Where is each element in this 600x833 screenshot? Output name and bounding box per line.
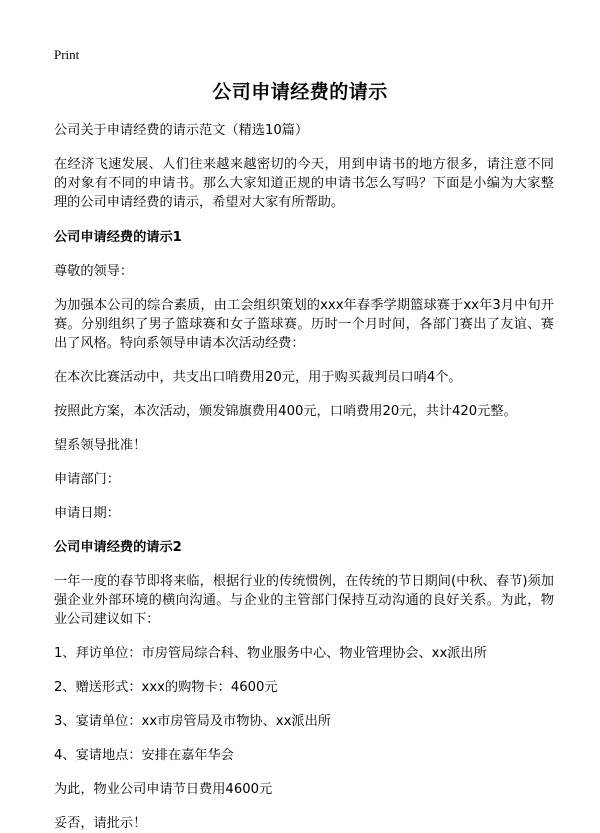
intro-paragraph: 在经济飞速发展、人们往来越来越密切的今天，用到申请书的地方很多，请注意不同的对象有不同的申请书。那么大家知道正规的申请书怎么写吗？下面是小编为大家整理的公司申请经费的请示，希望对大家有所帮助。 [54,157,554,210]
section2-heading: 公司申请经费的请示2 [54,540,182,555]
section1-paragraph-2: 在本次比赛活动中，共支出口哨费用20元，用于购买裁判员口哨4个。 [54,370,462,385]
section2-paragraph-1: 一年一度的春节即将来临，根据行业的传统惯例，在传统的节日期间(中秋、春节)须加强企业外部环境的横向沟通。与企业的主管部门保持互动沟通的良好关系。为此，物业公司建议如下： [54,574,554,627]
section1-paragraph-3: 按照此方案，本次活动，颁发锦旗费用400元，口哨费用20元，共计420元整。 [54,404,517,419]
section2-item-3: 3、宴请单位：xx市房管局及市物协、xx派出所 [54,714,331,729]
section2-item-1: 1、拜访单位：市房管局综合科、物业服务中心、物业管理协会、xx派出所 [54,646,487,661]
section1-closing: 望系领导批准！ [54,438,147,453]
section2-closing: 妥否，请批示！ [54,816,147,831]
section2-item-2: 2、赠送形式：xxx的购物卡：4600元 [54,680,278,695]
section1-date: 申请日期： [54,506,120,521]
document-body [54,121,554,833]
section2-paragraph-2: 为此，物业公司申请节日费用4600元 [54,782,273,797]
document-subtitle: 公司关于申请经费的请示范文（精选10篇） [54,123,309,138]
section1-salutation: 尊敬的领导： [54,264,134,279]
section2-item-4: 4、宴请地点：安排在嘉年华会 [54,748,234,763]
section1-department: 申请部门： [54,472,120,487]
document-title: 公司申请经费的请示 [212,81,388,103]
section1-heading: 公司申请经费的请示1 [54,230,182,245]
print-link[interactable]: Print [54,47,80,62]
section1-paragraph-1: 为加强本公司的综合素质，由工会组织策划的xxx年春季学期篮球赛于xx年3月中旬开赛。分别组织了男子篮球赛和女子篮球赛。历时一个月时间，各部门赛出了友谊、赛出了风格。特向系领导申请本次活动经费： [54,298,554,351]
